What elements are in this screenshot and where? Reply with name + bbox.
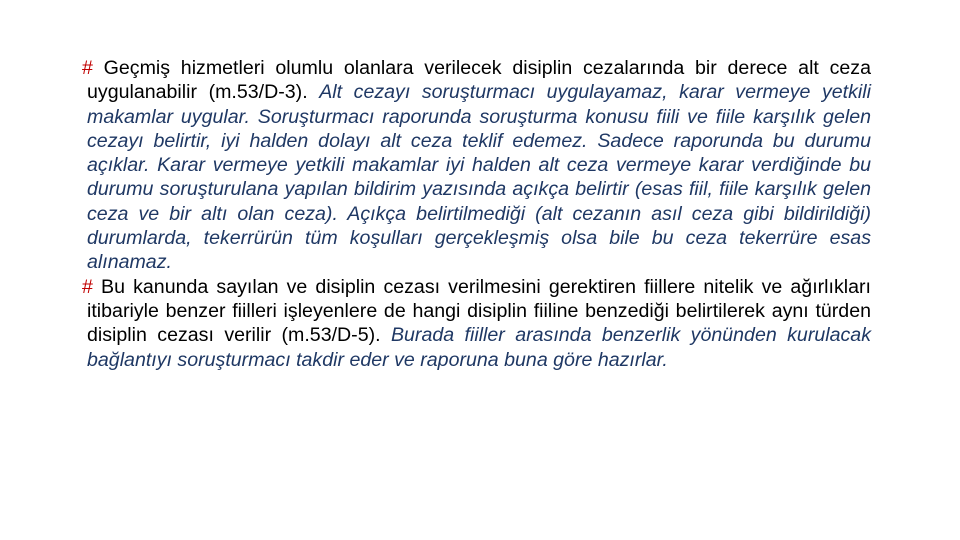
paragraph-2-italic-text: Burada fiiller arasında benzerlik yönünden kurulacak bağlantıyı soruşturmacı takdir eder ve raporuna buna göre hazırlar. [87, 324, 871, 371]
paragraph-1-italic-text: Alt cezayı soruşturmacı uygulayamaz, karar vermeye yetkili makamlar uygular. Soruşturmacı raporunda soruşturma konusu fiili ve fiile karşılık gelen cezayı belirtir, iyi halden dolayı alt ceza teklif edemez. Sadece raporunda bu durumu açıklar. Karar vermeye yetkili makamlar iyi halden alt ceza vermeye karar verdiğinde bu durumu soruşturulana yapılan bildirim yazısında açıkça belirtir (esas fiil, fiile karşılık gelen ceza ve bir altı olan ceza). Açıkça belirtilmediği (alt cezanın asıl ceza gibi bildirildiği) durumlarda, tekerrürün tüm koşulları gerçekleşmiş olsa bile bu ceza tekerrüre esas alınamaz. [87, 81, 871, 274]
bullet-marker: # [82, 275, 93, 298]
paragraph-2-text: Bu kanunda sayılan ve disiplin cezası verilmesini gerektiren fiillere nitelik ve ağırlıkları itibariyle benzer fiilleri işleyenlere de hangi disiplin fiiline benzediği belirtilerek aynı türden disiplin cezası verilir (m.53/D-5). [87, 275, 871, 347]
text-block [82, 56, 871, 372]
bullet-marker: # [82, 57, 93, 79]
paragraph-2 [82, 275, 871, 372]
paragraph-1 [82, 56, 871, 275]
paragraph-1-text: Geçmiş hizmetleri olumlu olanlara verilecek disiplin cezalarında bir derece alt ceza uygulanabilir (m.53/D-3). [87, 57, 871, 104]
